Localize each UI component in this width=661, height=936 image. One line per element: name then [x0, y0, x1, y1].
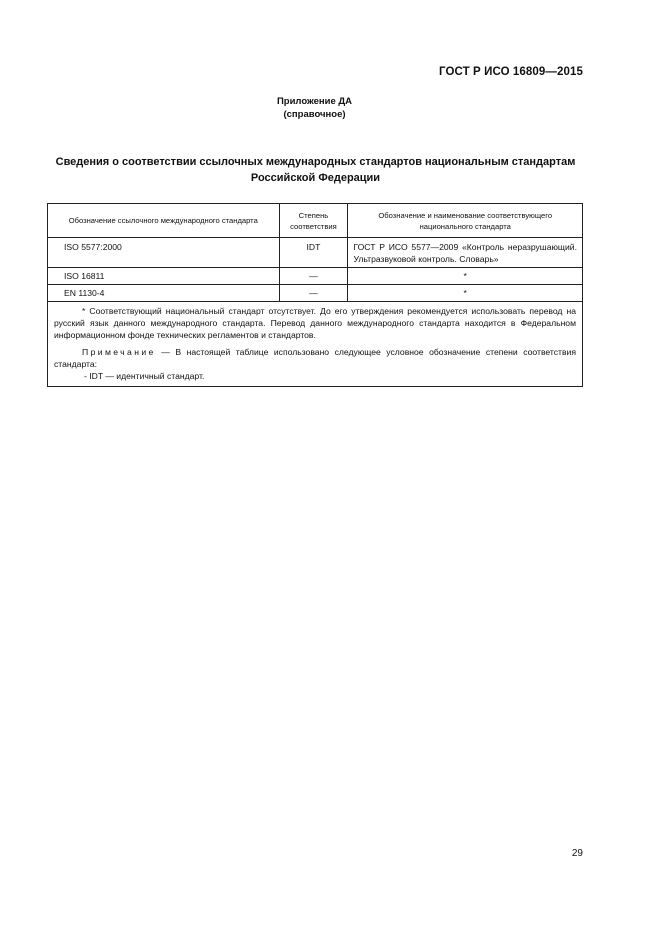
- annex-title: Приложение ДА: [276, 96, 353, 107]
- table-row: [48, 285, 583, 302]
- cell-degree: IDT: [279, 238, 348, 268]
- table-row: [48, 238, 583, 268]
- note-item-idt: - IDT — идентичный стандарт.: [84, 371, 205, 381]
- page-number: 29: [571, 848, 583, 859]
- annex-subtitle: (справочное): [283, 109, 346, 120]
- table-row: [48, 268, 583, 285]
- section-title: [48, 154, 583, 186]
- cell-national-standard: *: [348, 285, 583, 302]
- cell-international-standard: ISO 16811: [48, 268, 280, 285]
- cell-degree: —: [279, 285, 348, 302]
- section-title-line-2: Российской Федерации: [250, 172, 381, 184]
- cell-international-standard: EN 1130-4: [48, 285, 280, 302]
- table-notes: [48, 302, 583, 387]
- standards-correspondence-table: [47, 203, 583, 387]
- cell-degree: —: [279, 268, 348, 285]
- table-header-row: [48, 204, 583, 238]
- column-header-international-standard: Обозначение ссылочного международного стандарта: [48, 204, 280, 238]
- table-note: [54, 346, 576, 370]
- cell-international-standard: ISO 5577:2000: [48, 238, 280, 268]
- table-footnote: * Соответствующий национальный стандарт отсутствует. До его утверждения рекомендуется использовать перевод на русский язык данного международного стандарта. Перевод данного международного стандарта находится в Федеральном информационном фонде технических регламентов и стандартов.: [54, 306, 576, 340]
- section-title-line-1: Сведения о соответствии ссылочных международных стандартов национальным стандартам: [55, 156, 576, 168]
- document-code: ГОСТ Р ИСО 16809—2015: [438, 66, 583, 78]
- note-label: Примечание: [82, 347, 156, 357]
- cell-national-standard: ГОСТ Р ИСО 5577—2009 «Контроль неразрушающий. Ультразвуковой контроль. Словарь»: [348, 238, 583, 268]
- column-header-degree: Степень соответствия: [279, 204, 348, 238]
- note-text: — В настоящей таблице использовано следующее условное обозначение степени соответствия стандарта:: [54, 347, 576, 369]
- annex-heading: [0, 95, 629, 121]
- column-header-national-standard: Обозначение и наименование соответствующего национального стандарта: [348, 204, 583, 238]
- cell-national-standard: *: [348, 268, 583, 285]
- table-notes-row: [48, 302, 583, 387]
